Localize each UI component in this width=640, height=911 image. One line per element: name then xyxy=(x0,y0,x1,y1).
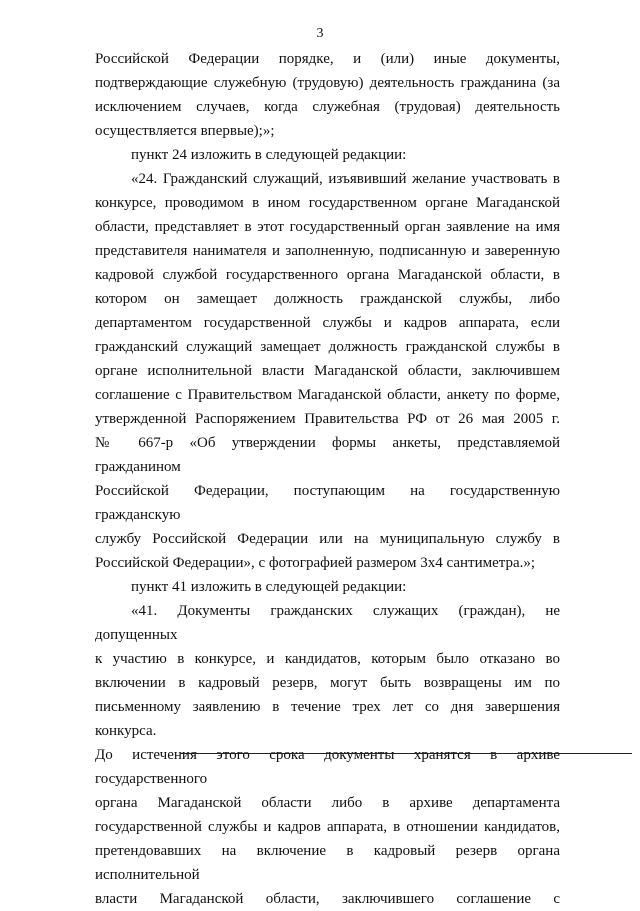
paragraph-p5-line: к участию в конкурсе, и кандидатов, которым было отказано во xyxy=(95,651,560,667)
paragraph-p5-line: «41. Документы гражданских служащих (граждан), не допущенных xyxy=(95,603,560,643)
paragraph-p3-line: области, представляет в этот государственный орган заявление на имя xyxy=(95,219,560,235)
page-bottom-rule xyxy=(180,753,632,754)
document-body xyxy=(95,47,560,911)
paragraph-p1-line: исключением случаев, когда служебная (трудовая) деятельность xyxy=(95,99,560,115)
paragraph-p3-line: службу Российской Федерации или на муниципальную службу в xyxy=(95,531,560,547)
paragraph-p3-line: представителя нанимателя и заполненную, подписанную и заверенную xyxy=(95,243,560,259)
paragraph-p5-line: государственной службы и кадров аппарата, в отношении кандидатов, xyxy=(95,819,560,835)
paragraph-p3-line: котором он замещает должность гражданской службы, либо xyxy=(95,291,560,307)
paragraph-p3-line: кадровой службой государственного органа Магаданской области, в xyxy=(95,267,560,283)
paragraph-p3-line: утвержденной Распоряжением Правительства РФ от 26 мая 2005 г. xyxy=(95,411,560,427)
paragraph-p3-line: департаментом государственной службы и кадров аппарата, если xyxy=(95,315,560,331)
paragraph-p3-line: органе исполнительной власти Магаданской области, заключившем xyxy=(95,363,560,379)
page-number: 3 xyxy=(316,26,324,41)
paragraph-p4-line: пункт 41 изложить в следующей редакции: xyxy=(131,579,407,595)
paragraph-p3-line: № 667-р «Об утверждении формы анкеты, представляемой гражданином xyxy=(95,435,560,475)
paragraph-p3-line: Российской Федерации, поступающим на государственную гражданскую xyxy=(95,483,560,523)
paragraph-p3-line: гражданский служащий замещает должность гражданской службы в xyxy=(95,339,560,355)
paragraph-p1-line: подтверждающие служебную (трудовую) деятельность гражданина (за xyxy=(95,75,560,91)
paragraph-p3-line: Российской Федерации», с фотографией размером 3х4 сантиметра.»; xyxy=(95,555,536,571)
paragraph-p3-line: соглашение с Правительством Магаданской области, анкету по форме, xyxy=(95,387,560,403)
paragraph-p1-line: осуществляется впервые);»; xyxy=(95,123,275,139)
paragraph-p5-line: До истечения этого срока документы хранятся в архиве государственного xyxy=(95,747,560,787)
paragraph-p5-line: претендовавших на включение в кадровый резерв органа исполнительной xyxy=(95,843,560,883)
paragraph-p1-line: Российской Федерации порядке, и (или) иные документы, xyxy=(95,51,560,67)
paragraph-p5-line: письменному заявлению в течение трех лет со дня завершения конкурса. xyxy=(95,699,560,739)
paragraph-p5-line: власти Магаданской области, заключившего соглашение с xyxy=(95,891,560,907)
paragraph-p5-line: органа Магаданской области либо в архиве департамента xyxy=(95,795,560,811)
paragraph-p3-line: конкурсе, проводимом в ином государственном органе Магаданской xyxy=(95,195,560,211)
paragraph-p3-line: «24. Гражданский служащий, изъявивший желание участвовать в xyxy=(131,171,560,187)
paragraph-p5-line: включении в кадровый резерв, могут быть возвращены им по xyxy=(95,675,560,691)
paragraph-p2-line: пункт 24 изложить в следующей редакции: xyxy=(131,147,407,163)
